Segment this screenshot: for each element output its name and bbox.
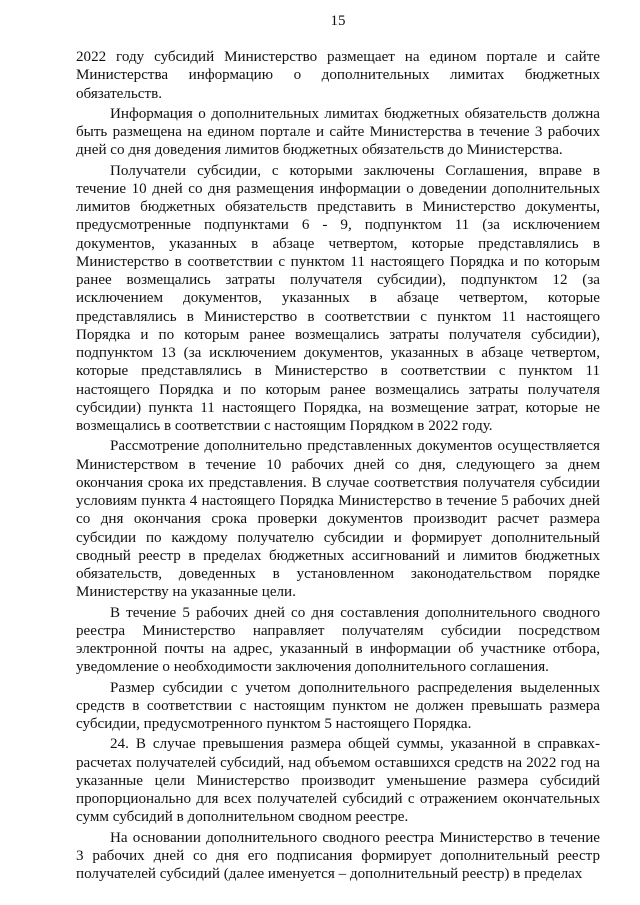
paragraph-review: Рассмотрение дополнительно представленных документов осуществляется Министерством в течение 10 рабочих дней со дня, следующего за днем окончания срока их представления. В случае соответствия получателя субсидии условиям пункта 4 настоящего Порядка Министерство в течение 5 рабочих дней со дня окончания срока проверки документов производит расчет размера субсидии по каждому получателю субсидии и формирует дополнительный сводный реестр в пределах бюджетных ассигнований и лимитов бюджетных обязательств, доведенных в установленном законодательством порядке Министерству на указанные цели. [76, 438, 600, 601]
paragraph-info-placement: Информация о дополнительных лимитах бюджетных обязательств должна быть размещена на едином портале и сайте Министерства в течение 3 рабочих дней со дня доведения лимитов бюджетных обязательств до Министерства. [76, 105, 600, 159]
paragraph-notification: В течение 5 рабочих дней со дня составления дополнительного сводного реестра Министерство направляет получателям субсидии посредством электронной почты на адрес, указанный в информации об участнике отбора, уведомление о необходимости заключения дополнительного соглашения. [76, 604, 600, 676]
document-body [76, 48, 600, 883]
paragraph-item-24: 24. В случае превышения размера общей суммы, указанной в справках-расчетах получателей субсидий, над объемом оставшихся средств на 2022 год на указанные цели Министерство производит уменьшение размера субсидий пропорционально для всех получателей субсидий с отражением окончательных сумм субсидий в дополнительном сводном реестре. [76, 736, 600, 826]
paragraph-recipients-documents: Получатели субсидии, с которыми заключены Соглашения, вправе в течение 10 дней со дня размещения информации о доведении дополнительных лимитов бюджетных обязательств представить в Министерство документы, предусмотренные подпунктами 6 - 9, подпунктом 11 (за исключением документов, указанных в абзаце четвертом, которые представлялись в Министерство в соответствии с пунктом 11 настоящего Порядка и по которым ранее возмещались затраты получателя субсидии), подпунктом 12 (за исключением документов, указанных в абзаце четвертом, которые представлялись в Министерство в соответствии с пунктом 11 настоящего Порядка и по которым ранее возмещались затраты получателя субсидии), подпунктом 13 (за исключением документов, указанных в абзаце четвертом, которые представлялись в Министерство в соответствии с пунктом 11 настоящего Порядка и по которым ранее возмещались затраты получателя субсидии) пункта 11 настоящего Порядка, на возмещение затрат, которые не возмещались в соответствии с настоящим Порядком в 2022 году. [76, 162, 600, 434]
paragraph-additional-registry: На основании дополнительного сводного реестра Министерство в течение 3 рабочих дней со дня его подписания формирует дополнительный реестр получателей субсидий (далее именуется – дополнительный реестр) в пределах [76, 829, 600, 882]
paragraph-continuation: 2022 году субсидий Министерство размещает на едином портале и сайте Министерства информацию о дополнительных лимитах бюджетных обязательств. [76, 49, 600, 102]
page-number: 15 [330, 13, 346, 29]
paragraph-subsidy-limit: Размер субсидии с учетом дополнительного распределения выделенных средств в соответствии с настоящим пунктом не должен превышать размера субсидии, предусмотренного пунктом 5 настоящего Порядка. [76, 679, 600, 732]
